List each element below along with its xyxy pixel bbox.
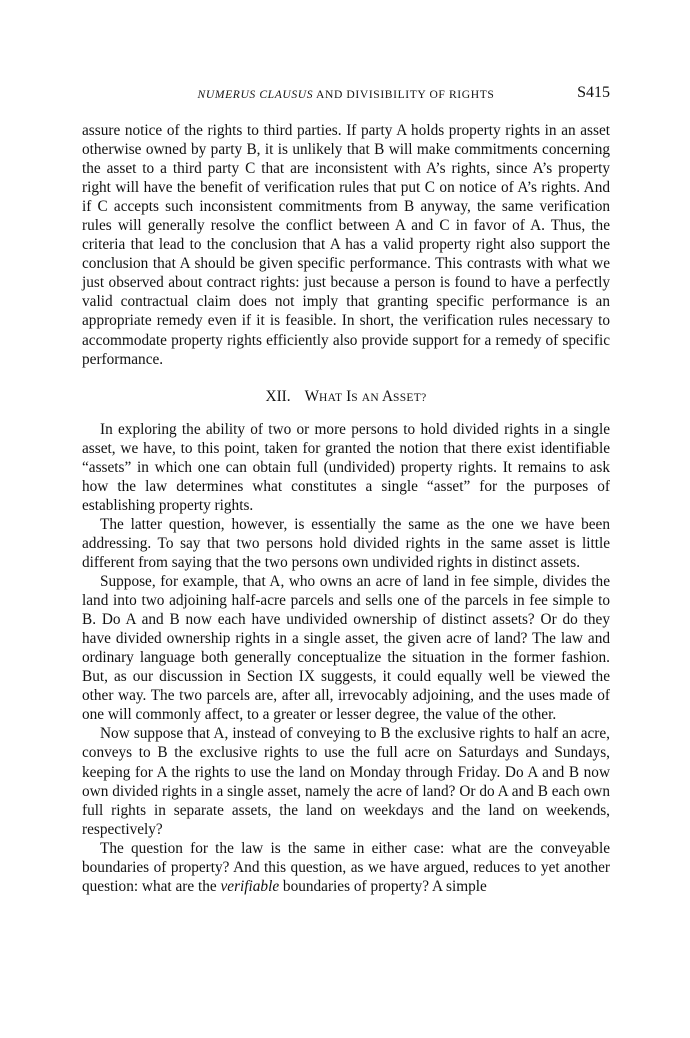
paragraph: In exploring the ability of two or more persons to hold divided rights in a single asset, we have, to this point, taken for granted the notion that there exist identifiable “assets” in which one can obtain full (undivided) property rights. It remains to ask how the law determines what constitutes a single “asset” for the purposes of establishing property rights. bbox=[82, 420, 610, 514]
section-number: XII. bbox=[265, 387, 291, 405]
paragraph-continued: assure notice of the rights to third parties. If party A holds property rights in an asset otherwise owned by party B, it is unlikely that B will make commitments concerning the asset to a third party C that are inconsistent with A’s rights, since A’s property right will have the benefit of verification rules that put C on notice of A’s rights. And if C accepts such inconsistent commitments from B anyway, the same verification rules will generally resolve the conflict between A and C in favor of A. Thus, the criteria that lead to the conclusion that A has a valid property right also support the conclusion that A should be given specific performance. This contrasts with what we just observed about contract rights: just because a person is found to have a perfectly valid contractual claim does not imply that granting specific performance is an appropriate remedy even if it is feasible. In short, the verification rules necessary to accommodate property rights efficiently also provide support for a remedy of specific performance. bbox=[82, 122, 610, 368]
running-head bbox=[82, 84, 610, 104]
emphasis-verifiable: verifiable bbox=[220, 877, 280, 895]
page-number: S415 bbox=[577, 84, 610, 101]
section-heading: XII. WHAT IS AN ASSET? bbox=[265, 387, 427, 405]
paragraph: The latter question, however, is essentially the same as the one we have been addressing. To say that two persons hold divided rights in the same asset is little different from saying that the two persons own undivided rights in distinct assets. bbox=[82, 515, 610, 571]
running-title-rest: AND DIVISIBILITY OF RIGHTS bbox=[313, 88, 495, 101]
running-title bbox=[82, 88, 610, 101]
paragraph-last: The question for the law is the same in either case: what are the conveyable boundaries of property? And this question, as we have argued, reduces to yet another question: what are the verifiable boundaries of property? A simple bbox=[82, 839, 610, 895]
running-title-italic: NUMERUS CLAUSUS bbox=[197, 88, 314, 101]
paragraph: Now suppose that A, instead of conveying to B the exclusive rights to half an acre, conveys to B the exclusive rights to use the full acre on Saturdays and Sundays, keeping for A the rights to use the land on Monday through Friday. Do A and B now own divided rights in a single asset, namely the acre of land? Or do A and B each own full rights in separate assets, the land on weekdays and the land on weekends, respectively? bbox=[82, 725, 610, 838]
paragraph: Suppose, for example, that A, who owns an acre of land in fee simple, divides the land into two adjoining half-acre parcels and sells one of the parcels in fee simple to B. Do A and B now each have undivided ownership of distinct assets? Or do they have divided ownership rights in a single asset, the given acre of land? The law and ordinary language both generally conceptualize the situation in the former fashion. But, as our discussion in Section IX suggests, it could equally well be viewed the other way. The two parcels are, after all, irrevocably adjoining, and the uses made of one will commonly affect, to a greater or lesser degree, the value of the other. bbox=[82, 573, 610, 724]
body-text bbox=[82, 121, 610, 896]
